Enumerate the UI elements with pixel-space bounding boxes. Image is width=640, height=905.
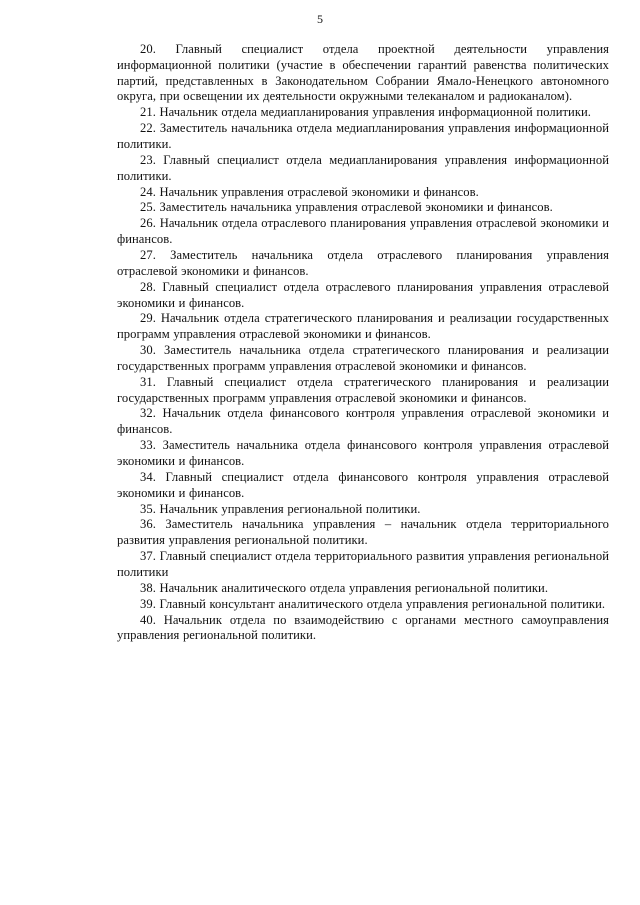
list-item: 27. Заместитель начальника отдела отраслевого планирования управления отраслевой экономики и финансов.: [117, 248, 609, 278]
list-item: 32. Начальник отдела финансового контроля управления отраслевой экономики и финансов.: [117, 406, 609, 437]
list-item: 28. Главный специалист отдела отраслевого планирования управления отраслевой экономики и финансов.: [117, 279, 609, 310]
list-item: 39. Главный консультант аналитического отдела управления региональной политики.: [140, 596, 606, 611]
list-item: 34. Главный специалист отдела финансового контроля управления отраслевой экономики и финансов.: [117, 469, 609, 500]
position-list: [117, 42, 609, 644]
list-item: 38. Начальник аналитического отдела управления региональной политики.: [140, 580, 549, 595]
list-item: 37. Главный специалист отдела территориального развития управления региональной политики: [117, 549, 609, 579]
list-item: 36. Заместитель начальника управления – начальник отдела территориального развития управления региональной политики.: [117, 517, 609, 548]
list-item: 35. Начальник управления региональной политики.: [140, 501, 421, 516]
list-item: 25. Заместитель начальника управления отраслевой экономики и финансов.: [140, 200, 553, 215]
list-item: 22. Заместитель начальника отдела медиапланирования управления информационной политики.: [117, 121, 609, 151]
list-item: 21. Начальник отдела медиапланирования управления информационной политики.: [140, 105, 592, 120]
list-item: 26. Начальник отдела отраслевого планирования управления отраслевой экономики и финансов.: [117, 216, 609, 247]
list-item: 40. Начальник отдела по взаимодействию с органами местного самоуправления управления региональной политики.: [117, 612, 609, 643]
list-item: 31. Главный специалист отдела стратегического планирования и реализации государственных программ управления отраслевой экономики и финансов.: [117, 374, 609, 405]
list-item: 20. Главный специалист отдела проектной деятельности управления информационной политики (участие в обеспечении гарантий равенства политических партий, представленных в Законодательном Собрании Ямало-Ненецкого автономного округа, при освещении их деятельности окружными телеканалом и радиоканалом).: [117, 42, 609, 104]
list-item: 23. Главный специалист отдела медиапланирования управления информационной политики.: [117, 152, 609, 183]
page-number: 5: [317, 12, 323, 26]
list-item: 33. Заместитель начальника отдела финансового контроля управления отраслевой экономики и финансов.: [117, 438, 609, 468]
list-item: 29. Начальник отдела стратегического планирования и реализации государственных программ управления отраслевой экономики и финансов.: [117, 311, 609, 342]
list-item: 24. Начальник управления отраслевой экономики и финансов.: [140, 184, 479, 199]
list-item: 30. Заместитель начальника отдела стратегического планирования и реализации государственных программ управления отраслевой экономики и финансов.: [117, 343, 609, 373]
